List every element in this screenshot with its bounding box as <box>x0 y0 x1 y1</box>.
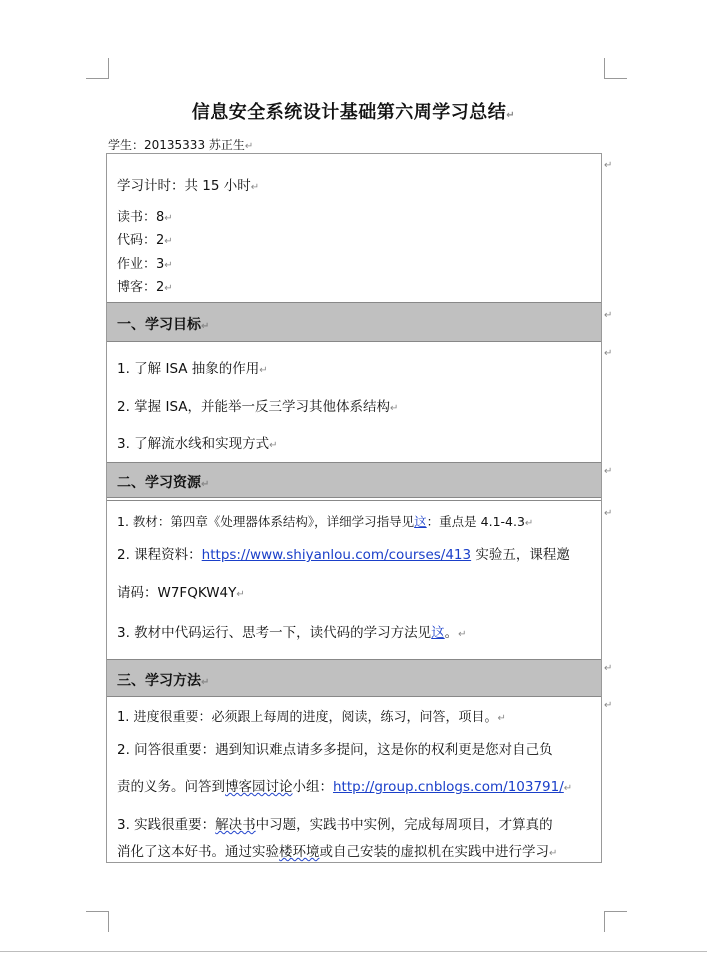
page-corner-bottom-right <box>604 911 627 932</box>
page-corner-top-left <box>86 58 109 79</box>
row-end-mark: ↵ <box>604 700 613 711</box>
student-info[interactable]: 学生：20135333 苏正生↵ <box>108 138 254 152</box>
section-heading-methods[interactable]: 三、学习方法↵ <box>107 659 601 697</box>
guide-link[interactable]: 这 <box>414 514 427 529</box>
document-title[interactable]: 信息安全系统设计基础第六周学习总结↵ <box>191 102 516 123</box>
reading-method-link[interactable]: 这 <box>431 625 445 641</box>
page-corner-bottom-left <box>86 911 109 932</box>
group-link[interactable]: http://group.cnblogs.com/103791/ <box>333 779 564 795</box>
course-link[interactable]: https://www.shiyanlou.com/courses/413 <box>201 547 472 563</box>
section-heading-goals[interactable]: 一、学习目标↵ <box>107 302 601 342</box>
section-divider <box>107 500 601 501</box>
row-end-mark: ↵ <box>604 466 613 477</box>
summary-table: 学习计时：共 15 小时↵ 读书：8↵ 代码：2↵ 作业：3↵ 博客：2↵ 一、学习目标↵ 1. 了解 ISA 抽象的作用↵ 2. 掌握 ISA，并能举一反三学习其他体系结构↵ 3. 了解流水线和实现方式↵ 二、学习资源↵ 1. 教材：第四章《处理器体系结构》，详细学习指导见这：重点是 4.1-4.3↵ 2. 课程资料：https://www.shiyanlou.com/courses/413 实验五，课程邀 请码：W7FQKW4Y↵ 3. 教材中代码运行、思考一下，读代码的学习方法见这。↵ 三、学习方法↵ 1. 进度很重要：必须跟上每周的进度，阅读，练习，问答，项目。↵ 2. 问答很重要：遇到知识难点请多多提问，这是你的权利更是您对自己负 责的义务。问答到博客园讨论小组：http://group.cnblogs.com/103791/↵ 3. 实践很重要：解决书中习题，实践书中实例，完成每周项目，才算真的 消化了这本好书。通过实验楼环境或自己安装的虚拟机在实践中进行学习↵ <box>106 153 602 863</box>
row-end-mark: ↵ <box>604 310 613 321</box>
page-bottom-divider <box>0 951 707 952</box>
row-end-mark: ↵ <box>604 348 613 359</box>
row-end-mark: ↵ <box>604 160 613 171</box>
page-corner-top-right <box>604 58 627 79</box>
row-end-mark: ↵ <box>604 508 613 519</box>
section-heading-resources[interactable]: 二、学习资源↵ <box>107 462 601 498</box>
row-end-mark: ↵ <box>604 663 613 674</box>
